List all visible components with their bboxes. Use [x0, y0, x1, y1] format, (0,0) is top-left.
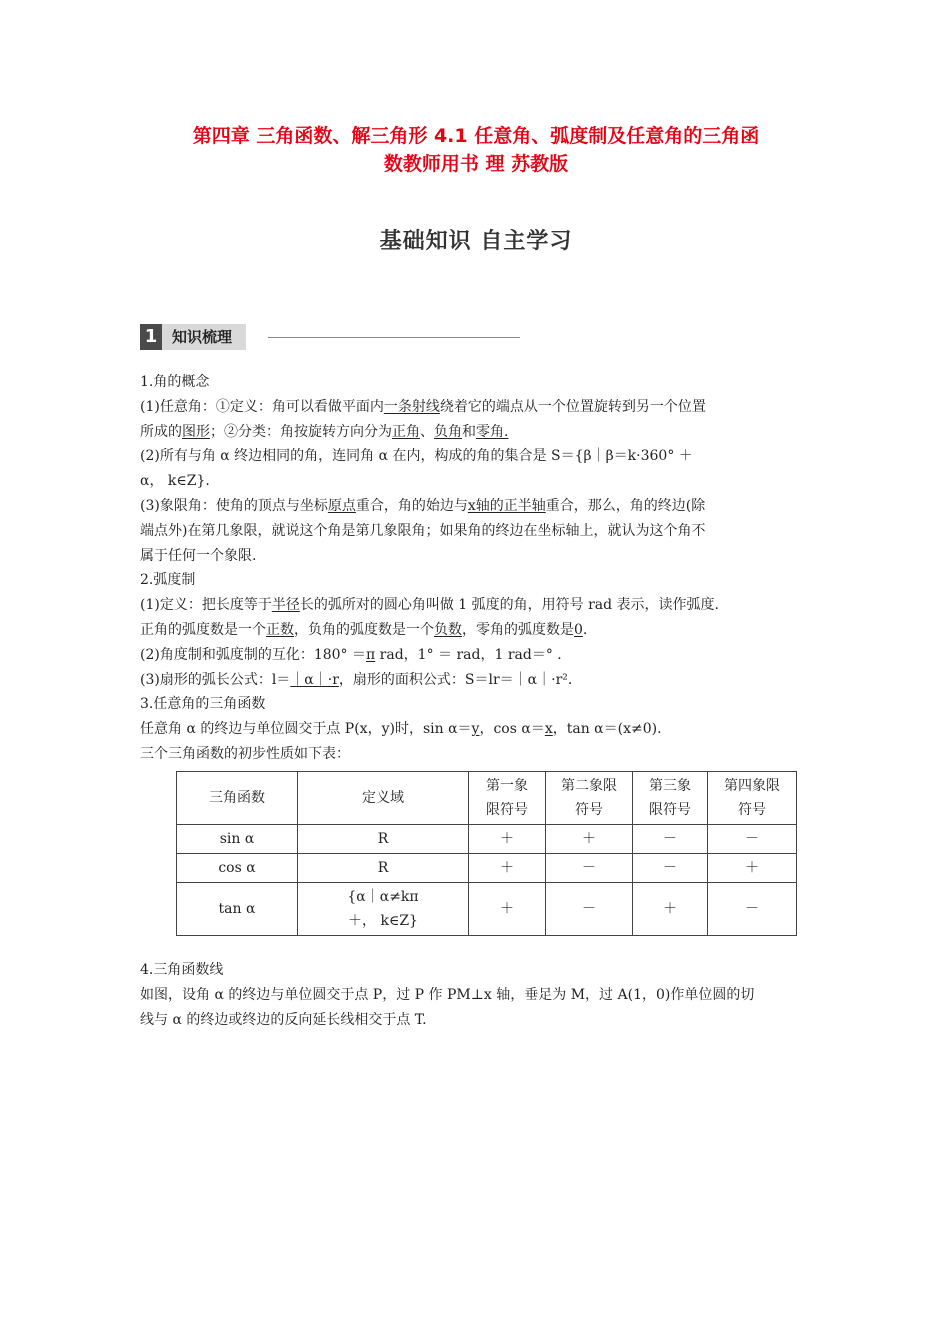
text: 任意角 α 的终边与单位圆交于点 P(x，y)时，sin α＝ [140, 721, 472, 738]
text: {α｜α≠kπ [347, 888, 419, 905]
sign-cell: ＋ [469, 882, 546, 935]
section-3-heading: 3.任意角的三角函数 [140, 696, 266, 713]
text: 正角的弧度数是一个 [140, 621, 266, 638]
paragraph [140, 494, 812, 519]
document-title [140, 122, 812, 178]
answer-blank: 负数 [434, 621, 462, 638]
paragraph: 如图，设角 α 的终边与单位圆交于点 P，过 P 作 PM⊥x 轴，垂足为 M，过 A(1，0)作单位圆的切 [140, 986, 755, 1003]
text: 第三象 [649, 777, 691, 794]
badge-divider [268, 337, 520, 338]
text: 长的弧所对的圆心角叫做 1 弧度的角，用符号 rad 表示，读作弧度. [299, 597, 720, 614]
paragraph [140, 717, 812, 742]
answer-blank: 正数 [266, 621, 294, 638]
paragraph [140, 643, 812, 668]
header-cell: 定义域 [298, 771, 469, 824]
fn-cell: cos α [177, 853, 298, 882]
text: 绕着它的端点从一个位置旋转到另一个位置 [439, 398, 706, 415]
title-line-2: 数教师用书 理 苏教版 [383, 153, 569, 175]
section-1-heading: 1.角的概念 [140, 374, 210, 390]
trig-properties-table [176, 771, 797, 936]
paragraph [140, 593, 812, 618]
answer-blank: π [366, 646, 376, 663]
text: 第二象限 [561, 777, 617, 794]
section-4 [140, 958, 812, 1032]
text: ，负角的弧度数是一个 [294, 621, 434, 638]
paragraph [140, 668, 812, 693]
sign-cell: ＋ [546, 824, 633, 853]
paragraph: α， k∈Z}. [140, 473, 210, 490]
sign-cell: ＋ [469, 853, 546, 882]
text: rad，1° ＝ rad，1 rad＝° . [375, 646, 562, 663]
table-header-row [177, 771, 797, 824]
title-line-1: 第四章 三角函数、解三角形 4.1 任意角、弧度制及任意角的三角函 [192, 125, 760, 147]
section-badge [140, 324, 246, 350]
text: ＋， k∈Z} [348, 912, 418, 929]
section-2-heading: 2.弧度制 [140, 572, 196, 589]
header-cell [546, 771, 633, 824]
domain-cell: R [298, 824, 469, 853]
table-row [177, 882, 797, 935]
text: 、 [420, 423, 434, 440]
header-cell [633, 771, 708, 824]
sign-cell: － [546, 853, 633, 882]
fn-cell: sin α [177, 824, 298, 853]
section-4-heading: 4.三角函数线 [140, 962, 224, 978]
answer-blank: 原点 [327, 497, 356, 514]
header-cell: 三角函数 [177, 771, 298, 824]
domain-cell [298, 882, 469, 935]
text: ，tan α＝(x≠0). [552, 721, 662, 738]
header-cell [708, 771, 797, 824]
section-subtitle: 基础知识 自主学习 [379, 229, 573, 254]
text: (2)角度制和弧度制的互化：180° ＝ [140, 646, 367, 663]
sign-cell: － [708, 824, 797, 853]
sign-cell: － [708, 882, 797, 935]
text: (3)象限角：使角的顶点与坐标 [140, 497, 328, 514]
answer-blank: x [544, 721, 553, 738]
text: 重合，角的始边与 [355, 497, 468, 514]
text: 限符号 [486, 801, 528, 818]
badge-label: 知识梳理 [162, 324, 246, 350]
paragraph [140, 395, 812, 420]
text: ，cos α＝ [479, 721, 545, 738]
domain-cell: R [298, 853, 469, 882]
text: ；②分类：角按旋转方向分为 [210, 423, 392, 440]
text: 符号 [738, 801, 766, 818]
text: (3)扇形的弧长公式：l＝ [140, 671, 291, 688]
sign-cell: ＋ [469, 824, 546, 853]
answer-blank: 半径 [271, 597, 300, 614]
text: 第一象 [486, 777, 528, 794]
answer-blank: 正角 [392, 423, 420, 440]
text: . [582, 621, 588, 638]
fn-cell: tan α [177, 882, 298, 935]
text: ，扇形的面积公式：S＝lr＝｜α｜·r². [338, 671, 573, 688]
text: 和 [462, 423, 476, 440]
text: (1)定义：把长度等于 [140, 597, 272, 614]
paragraph: 三个三角函数的初步性质如下表： [140, 745, 350, 762]
answer-blank: 0 [574, 621, 583, 638]
sign-cell: ＋ [708, 853, 797, 882]
text: (1)任意角：①定义：角可以看做平面内 [140, 398, 384, 415]
answer-blank: 零角. [476, 423, 509, 440]
sign-cell: － [633, 824, 708, 853]
text: 第四象限 [724, 777, 780, 794]
sign-cell: ＋ [633, 882, 708, 935]
table-row [177, 853, 797, 882]
sign-cell: － [633, 853, 708, 882]
paragraph: 线与 α 的终边或终边的反向延长线相交于点 T. [140, 1011, 427, 1028]
table-row [177, 824, 797, 853]
text: 重合，那么，角的终边(除 [545, 497, 706, 514]
paragraph [140, 618, 812, 643]
answer-blank: x轴的正半轴 [467, 497, 546, 514]
answer-blank: 图形 [182, 423, 210, 440]
paragraph: 属于任何一个象限. [140, 547, 257, 564]
sign-cell: － [546, 882, 633, 935]
badge-number: 1 [140, 324, 162, 350]
text: 符号 [575, 801, 603, 818]
paragraph [140, 420, 812, 445]
text: 限符号 [649, 801, 691, 818]
main-content [140, 370, 812, 936]
text: 所成的 [140, 423, 182, 440]
answer-blank: y [471, 721, 480, 738]
header-cell [469, 771, 546, 824]
answer-blank: 负角 [434, 423, 462, 440]
answer-blank: ｜α｜·r [290, 671, 339, 688]
paragraph: 端点外)在第几象限，就说这个角是第几象限角；如果角的终边在坐标轴上，就认为这个角不 [140, 522, 706, 539]
answer-blank: 一条射线 [383, 398, 440, 415]
paragraph: (2)所有与角 α 终边相同的角，连同角 α 在内，构成的角的集合是 S＝{β｜β＝k·360° ＋ [140, 448, 693, 465]
text: ，零角的弧度数是 [462, 621, 574, 638]
